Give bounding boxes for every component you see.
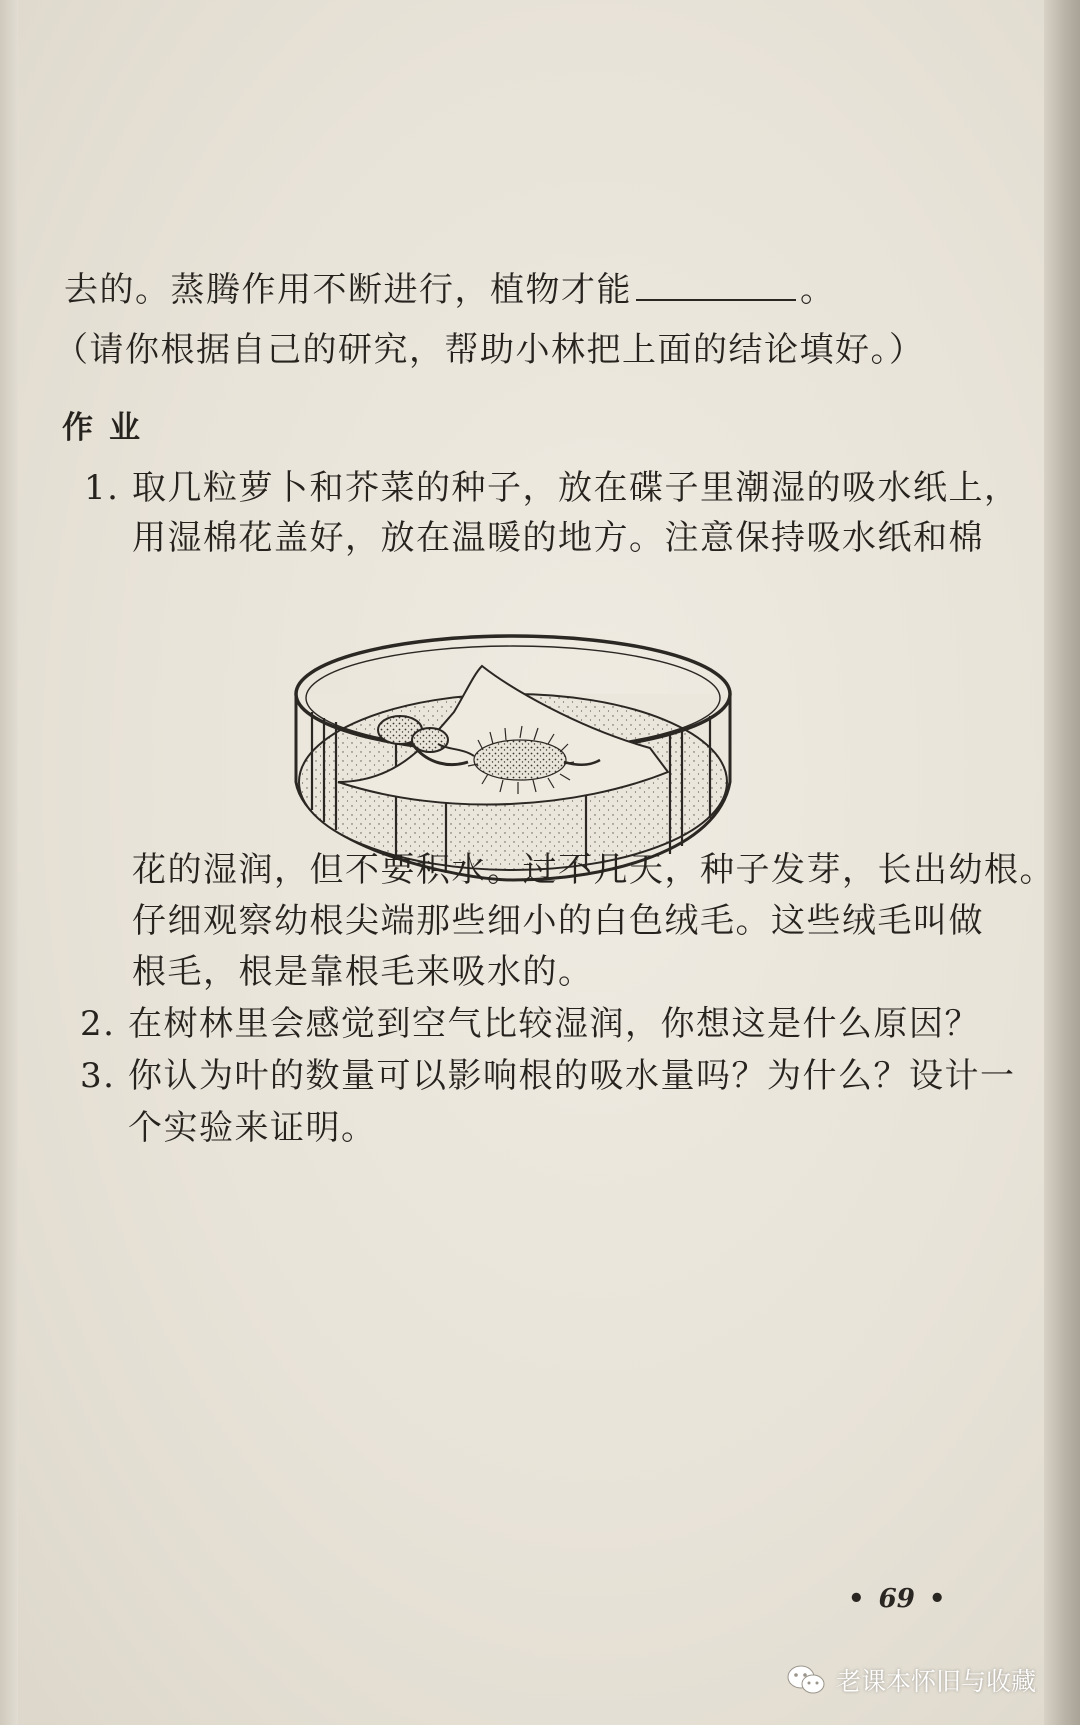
homework-item-1-line-1	[84, 460, 1020, 509]
homework-item-1-line-4: 仔细观察幼根尖端那些细小的白色绒毛。这些绒毛叫做	[132, 901, 984, 941]
bullet-right: •	[928, 1584, 946, 1614]
watermark-text: 老课本怀旧与收藏	[836, 1667, 1037, 1696]
watermark	[786, 1660, 1036, 1700]
page-number	[834, 1584, 959, 1614]
fill-in-blank	[636, 265, 796, 301]
adjacent-page-edge	[0, 0, 18, 1725]
homework-item-1-line-3: 花的湿润，但不要积水。过不几天，种子发芽，长出幼根。	[132, 850, 1055, 890]
homework-heading: 作业	[62, 410, 156, 446]
body-line-1-end: 。	[800, 270, 836, 310]
wechat-icon	[786, 1663, 826, 1697]
body-line-1-text: 去的。蒸腾作用不断进行，植物才能	[64, 270, 632, 310]
bullet-left: •	[848, 1584, 865, 1614]
homework-item-3-line-1	[80, 1048, 1016, 1097]
homework-item-3-line-2: 个实验来证明。	[128, 1108, 377, 1148]
adjacent-page-marks	[2, 860, 16, 894]
item-number: 3.	[80, 1056, 116, 1096]
body-line-1	[64, 262, 836, 311]
body-line-2: （请你根据自己的研究，帮助小林把上面的结论填好。）	[54, 330, 925, 370]
homework-item-1-line-2: 用湿棉花盖好，放在温暖的地方。注意保持吸水纸和棉	[132, 518, 984, 558]
homework-item-2	[80, 996, 980, 1045]
item-number: 2.	[80, 1004, 116, 1044]
item-text: 取几粒萝卜和芥菜的种子，放在碟子里潮湿的吸水纸上，	[132, 468, 1020, 508]
item-number: 1.	[84, 468, 120, 508]
item-text: 在树林里会感觉到空气比较湿润，你想这是什么原因？	[128, 1004, 980, 1044]
item-text: 你认为叶的数量可以影响根的吸水量吗？为什么？设计一	[128, 1056, 1016, 1096]
page-number-text: 69	[878, 1584, 915, 1614]
homework-item-1-line-5: 根毛，根是靠根毛来吸水的。	[132, 952, 594, 992]
